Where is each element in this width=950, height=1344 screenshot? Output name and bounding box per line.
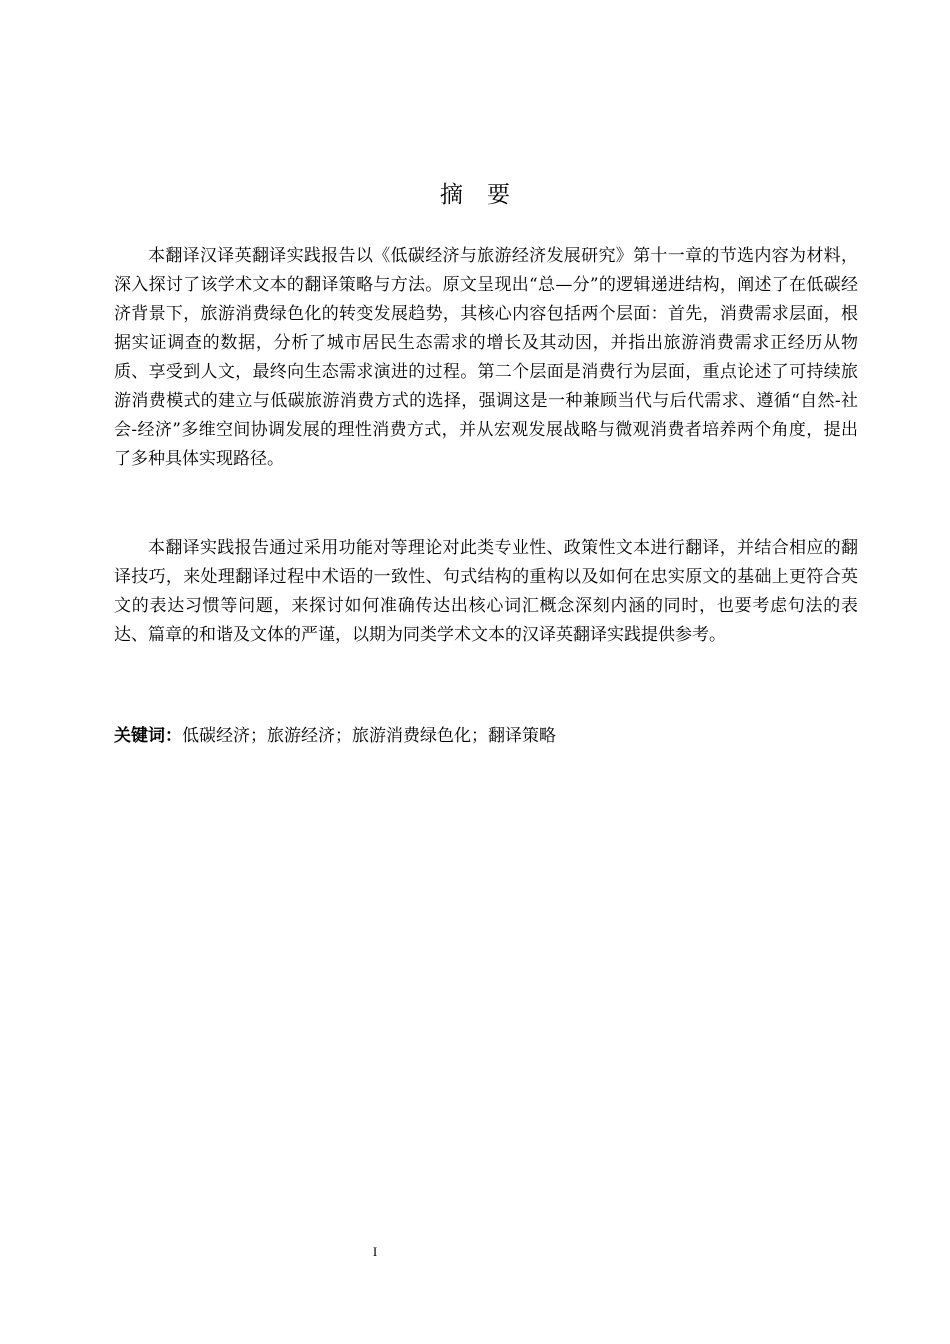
- keywords-label: 关键词：: [114, 726, 182, 746]
- page-number: I: [372, 1244, 378, 1259]
- abstract-title: 摘要: [440, 182, 534, 208]
- paragraph-text: 本翻译汉译英翻译实践报告以《低碳经济与旅游经济发展研究》第十一章的节选内容为材料，深入探讨了该学术文本的翻译策略与方法。原文呈现出“总—分”的逻辑递进结构，阐述了在低碳经济背景下，旅游消费绿色化的转变发展趋势，其核心内容包括两个层面：首先，消费需求层面，根据实证调查的数据，分析了城市居民生态需求的增长及其动因，并指出旅游消费需求正经历从物质、享受到人文，最终向生态需求演进的过程。第二个层面是消费行为层面，重点论述了可持续旅游消费模式的建立与低碳旅游消费方式的选择，强调这是一种兼顾当代与后代需求、遵循“自然-社会-经济”多维空间协调发展的理性消费方式，并从宏观发展战略与微观消费者培养两个角度，提出了多种具体实现路径。: [114, 246, 858, 469]
- keywords-text: 低碳经济；旅游经济；旅游消费绿色化；翻译策略: [182, 726, 556, 746]
- keywords-line: [114, 722, 858, 751]
- abstract-body-paragraph-1: [114, 242, 858, 474]
- paragraph-text: 本翻译实践报告通过采用功能对等理论对此类专业性、政策性文本进行翻译，并结合相应的翻译技巧，来处理翻译过程中术语的一致性、句式结构的重构以及如何在忠实原文的基础上更符合英文的表达习惯等问题，来探讨如何准确传达出核心词汇概念深刻内涵的同时，也要考虑句法的表达、篇章的和谐及文体的严谨，以期为同类学术文本的汉译英翻译实践提供参考。: [114, 538, 858, 645]
- abstract-body-paragraph-2: [114, 534, 858, 650]
